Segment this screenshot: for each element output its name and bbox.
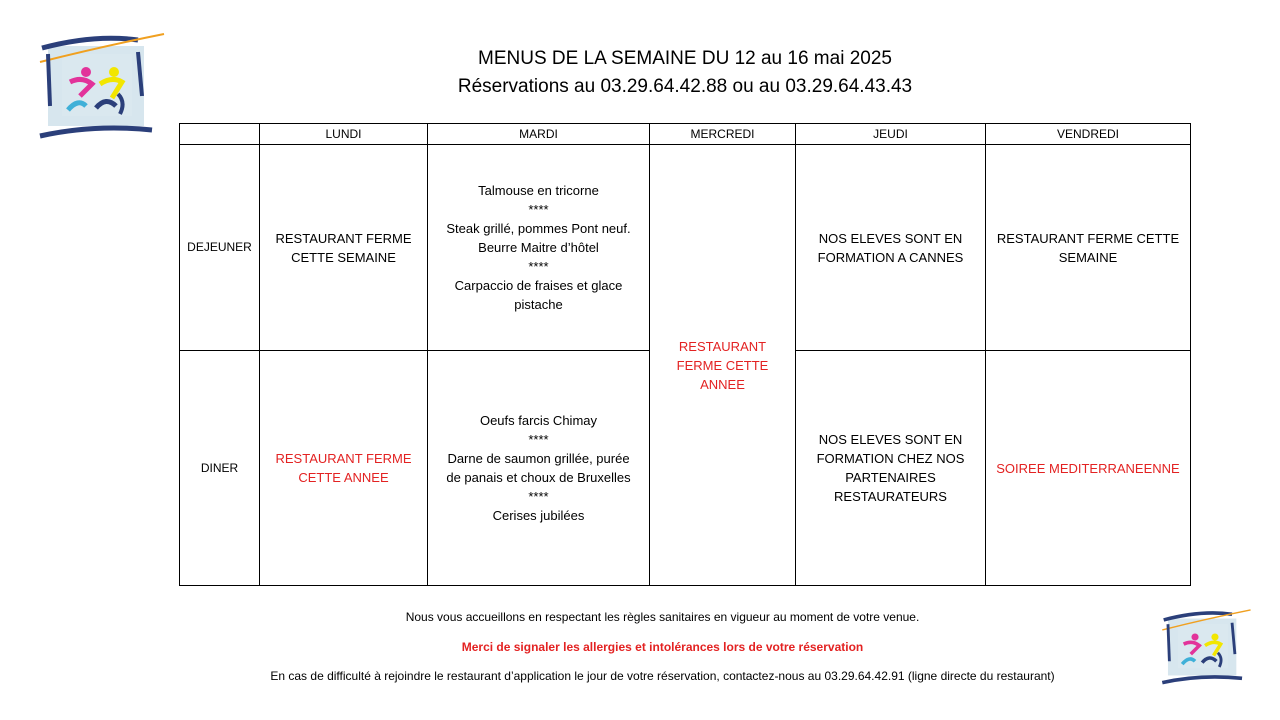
menu-separator: **** — [528, 202, 549, 217]
header-mercredi: MERCREDI — [650, 124, 796, 145]
page-title: MENUS DE LA SEMAINE DU 12 au 16 mai 2025 — [478, 48, 892, 69]
cell-dejeuner-lundi — [260, 145, 428, 351]
cell-dejeuner-jeudi — [796, 145, 986, 351]
cell-line: RESTAURATEURS — [834, 489, 947, 504]
menu-starter: Oeufs farcis Chimay — [479, 413, 598, 428]
contact-notice: En cas de difficulté à rejoindre le restaurant d’application le jour de votre réservation, contactez-nous au 03.29.64.42.91 (ligne directe du restaurant) — [270, 669, 1055, 683]
cell-line: RESTAURANT FERME — [275, 230, 412, 246]
row-label-diner: DINER — [180, 351, 260, 586]
cell-line: RESTAURANT — [678, 338, 767, 354]
cell-line: ANNEE — [700, 376, 745, 392]
menu-separator: **** — [528, 432, 549, 447]
weekly-menu-table — [179, 123, 1191, 586]
table-row-dejeuner — [180, 145, 1191, 351]
header-empty-cell — [180, 124, 260, 145]
cell-line: FORMATION CHEZ NOS — [816, 451, 965, 466]
menu-separator: **** — [528, 259, 549, 274]
menu-dessert: Cerises jubilées — [492, 508, 585, 523]
header-vendredi: VENDREDI — [986, 124, 1191, 145]
cell-line: NOS ELEVES SONT EN — [818, 230, 963, 246]
header-lundi: LUNDI — [260, 124, 428, 145]
menu-starter: Talmouse en tricorne — [478, 183, 599, 198]
allergy-notice: Merci de signaler les allergies et intolérances lors de votre réservation — [461, 640, 864, 654]
header-mardi: MARDI — [428, 124, 650, 145]
row-label-dejeuner: DEJEUNER — [180, 145, 260, 351]
school-logo-icon — [1158, 606, 1252, 688]
cell-line: NOS ELEVES SONT EN — [818, 432, 963, 447]
cell-line: FERME CETTE — [676, 357, 769, 373]
cell-diner-jeudi — [796, 351, 986, 586]
cell-line: FORMATION A CANNES — [817, 249, 964, 265]
cell-diner-lundi — [260, 351, 428, 586]
cell-line: PARTENAIRES — [845, 470, 936, 485]
cell-line: CETTE ANNEE — [298, 470, 389, 485]
cell-diner-vendredi — [986, 351, 1191, 586]
school-logo-icon — [34, 32, 166, 140]
cell-line: SEMAINE — [1058, 249, 1118, 265]
cell-line: SOIREE MEDITERRANEENNE — [996, 460, 1180, 476]
cell-line: RESTAURANT FERME — [275, 451, 412, 466]
cell-diner-mardi — [428, 351, 650, 586]
menu-dessert: pistache — [514, 297, 563, 312]
menu-main: de panais et choux de Bruxelles — [446, 470, 631, 485]
reservation-phone-line: Réservations au 03.29.64.42.88 ou au 03.29.64.43.43 — [457, 76, 913, 97]
cell-line: RESTAURANT FERME CETTE — [996, 230, 1180, 246]
menu-main: Beurre Maitre d’hôtel — [478, 240, 599, 255]
menu-main: Steak grillé, pommes Pont neuf. — [446, 221, 631, 236]
sanitary-notice: Nous vous accueillons en respectant les règles sanitaires en vigueur au moment de votre venue. — [405, 610, 920, 624]
menu-separator: **** — [528, 489, 549, 504]
menu-main: Darne de saumon grillée, purée — [447, 451, 630, 466]
cell-line: CETTE SEMAINE — [291, 249, 396, 265]
menu-dessert: Carpaccio de fraises et glace — [454, 278, 623, 293]
cell-dejeuner-vendredi — [986, 145, 1191, 351]
cell-mercredi-merged — [650, 145, 796, 586]
cell-dejeuner-mardi — [428, 145, 650, 351]
table-header-row — [180, 124, 1191, 145]
header-jeudi: JEUDI — [796, 124, 986, 145]
